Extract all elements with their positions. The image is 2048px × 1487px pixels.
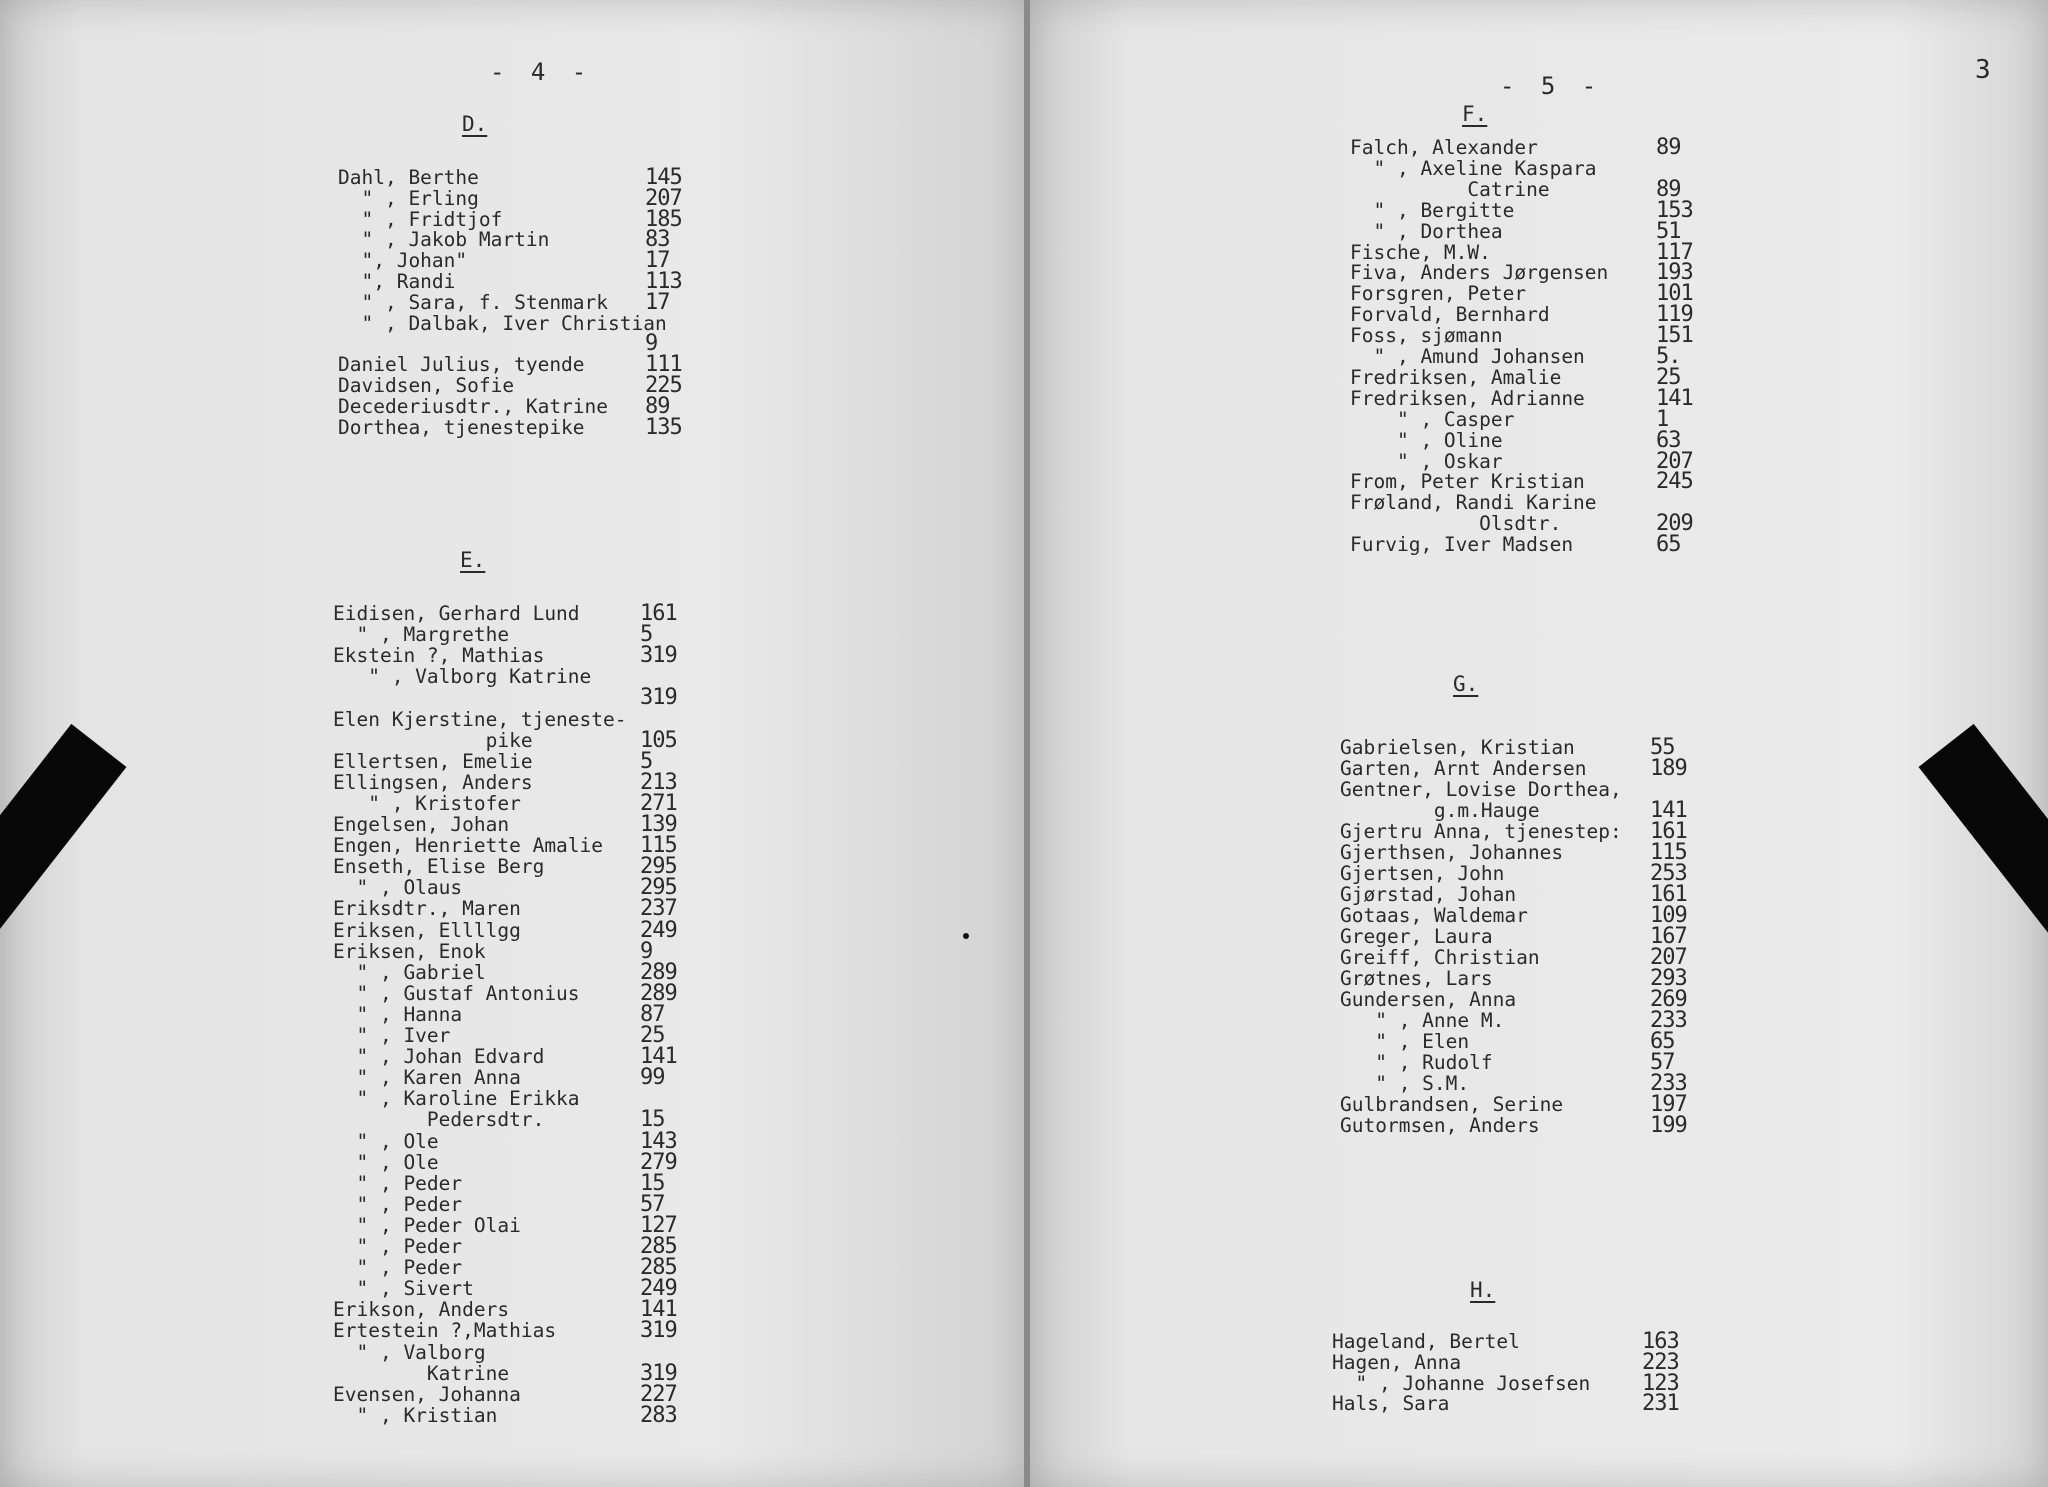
index-entry-name: Decederiusdtr., Katrine — [338, 394, 609, 418]
index-entry-page: 25 — [1656, 364, 1681, 390]
index-entry-name: " , Hanna — [333, 1002, 463, 1026]
index-entry-name: " , Bergitte — [1350, 198, 1515, 222]
index-entry-page: 105 — [640, 727, 677, 753]
index-entry-name: " , Casper — [1350, 407, 1515, 431]
index-entry-name: pike — [333, 728, 533, 752]
index-entry-name: " , Dalbak, Iver Christian — [338, 311, 667, 335]
index-entry-page: 285 — [640, 1234, 677, 1259]
page-number-left: - 4 - — [490, 58, 593, 86]
index-entry-name: Gjertru Anna, tjenestep: — [1340, 820, 1622, 843]
index-entry-page: 209 — [1656, 511, 1693, 537]
index-entry-page: 25 — [640, 1023, 665, 1048]
index-entry-name: " , Karen Anna — [333, 1066, 521, 1090]
index-entry-name: Evensen, Johanna — [333, 1382, 521, 1406]
section-letter-d: D. — [462, 112, 488, 136]
index-entry-name: From, Peter Kristian — [1350, 470, 1585, 494]
index-entry-name: Elen Kjerstine, tjeneste- — [333, 707, 627, 731]
index-entry-page: 9 — [640, 938, 653, 964]
index-entry-page: 161 — [1650, 882, 1687, 907]
index-entry-page: 295 — [640, 875, 677, 901]
index-entry-name: " , Axeline Kaspara — [1350, 156, 1597, 180]
index-entry-page: 223 — [1642, 1349, 1679, 1375]
index-entry-page: 135 — [645, 414, 682, 440]
index-entry-page: 197 — [1650, 1092, 1687, 1117]
index-entry-name: Dorthea, tjenestepike — [338, 415, 585, 439]
index-entry-name: Engelsen, Johan — [333, 813, 510, 836]
index-entry-name: ", Johan" — [338, 249, 468, 273]
index-entry-page: 283 — [640, 1402, 677, 1428]
index-entry-page: 1 — [1656, 406, 1669, 432]
index-entry-page: 141 — [640, 1044, 677, 1070]
index-entry-page: 99 — [640, 1065, 665, 1091]
index-entry-page: 319 — [640, 643, 677, 669]
index-entry-name: " , Amund Johansen — [1350, 345, 1585, 368]
index-entry-page: 119 — [1656, 302, 1693, 328]
index-entry-page: 271 — [640, 790, 677, 816]
index-entry-name: Daniel Julius, tyende — [338, 353, 585, 377]
ink-dot — [963, 933, 969, 939]
index-entry-page: 115 — [1650, 840, 1687, 865]
index-entry-name: Grøtnes, Lars — [1340, 967, 1493, 990]
index-entry-page: 227 — [640, 1381, 677, 1407]
page-number-right: - 5 - — [1500, 72, 1603, 100]
index-entry-page: 225 — [645, 373, 682, 398]
index-entry-name: Fische, M.W. — [1350, 240, 1491, 264]
index-entry-name: Eriksen, Enok — [333, 939, 486, 963]
index-entry-name: " , Jakob Martin — [338, 228, 550, 252]
index-entry-name: Eriksen, Ellllgg — [333, 918, 521, 942]
index-entry-name: Dahl, Berthe — [338, 166, 479, 189]
index-entry-name: Ellingsen, Anders — [333, 770, 533, 794]
index-entry-page: 127 — [640, 1212, 677, 1238]
index-entry-page: 295 — [640, 854, 677, 880]
index-entry-name: Engen, Henriette Amalie — [333, 834, 604, 858]
index-entry-page: 143 — [640, 1128, 677, 1154]
index-entry-page: 293 — [1650, 966, 1687, 991]
index-entry-page: 161 — [640, 601, 677, 626]
index-entry-name: " , Olaus — [333, 876, 463, 900]
index-entry-name: Ertestein ?,Mathias — [333, 1319, 557, 1343]
index-entry-name: Gjertsen, John — [1340, 862, 1505, 885]
index-entry-name: " , Ole — [333, 1129, 439, 1153]
index-entry-name: Enseth, Elise Berg — [333, 855, 545, 879]
index-entry-name: Gabrielsen, Kristian — [1340, 736, 1575, 759]
index-entry-page: 249 — [640, 917, 677, 943]
index-entry-name: " , Johan Edvard — [333, 1045, 545, 1069]
index-entry-name: " , Peder — [333, 1256, 463, 1280]
index-entry-name: Hals, Sara — [1332, 1392, 1450, 1416]
index-entry-page: 145 — [645, 165, 682, 190]
index-entry-page: 5 — [640, 622, 653, 648]
index-entry-name: Garten, Arnt Andersen — [1340, 757, 1587, 780]
index-entry-name: " , Peder Olai — [333, 1213, 521, 1237]
index-entry-name: Olsdtr. — [1350, 512, 1562, 536]
index-entry-page: 65 — [1656, 532, 1681, 558]
index-entry-page: 233 — [1650, 1071, 1687, 1096]
index-entry-name: " , Gustaf Antonius — [333, 981, 580, 1005]
index-entry-name: Frøland, Randi Karine — [1350, 491, 1597, 515]
index-entry-page: 109 — [1650, 903, 1687, 928]
index-entry-page: 207 — [1650, 945, 1687, 970]
index-entry-name: Hageland, Bertel — [1332, 1330, 1520, 1353]
index-entry-page: 319 — [640, 1318, 677, 1344]
section-letter-h: H. — [1470, 1278, 1496, 1302]
index-entry-name: ", Randi — [338, 270, 456, 293]
index-entry-name: Pedersdtr. — [333, 1108, 545, 1132]
index-entry-name: Greger, Laura — [1340, 925, 1493, 948]
index-entry-page: 63 — [1656, 427, 1681, 453]
index-entry-page: 151 — [1656, 323, 1693, 349]
index-entry-page: 199 — [1650, 1113, 1687, 1138]
index-entry-name: " , Erling — [338, 186, 479, 210]
index-entry-page: 89 — [1656, 176, 1681, 202]
index-entry-name: Furvig, Iver Madsen — [1350, 533, 1574, 557]
index-entry-name: Greiff, Christian — [1340, 946, 1540, 969]
index-entry-name: " , Peder — [333, 1192, 463, 1216]
index-entry-name: Ellertsen, Emelie — [333, 749, 533, 773]
index-entry-name: Gutormsen, Anders — [1340, 1114, 1540, 1137]
index-entry-page: 161 — [1650, 819, 1687, 844]
index-entry-name: " , Fridtjof — [338, 207, 503, 231]
index-entry-page: 249 — [640, 1276, 677, 1302]
index-list-right — [1030, 0, 2048, 1487]
index-entry-name: " , Karoline Erikka — [333, 1087, 580, 1111]
index-entry-name: " , Kristian — [333, 1403, 498, 1427]
index-entry-page: 289 — [640, 980, 677, 1006]
index-entry-page: 185 — [645, 206, 682, 232]
index-entry-page: 285 — [640, 1255, 677, 1281]
index-entry-page: 167 — [1650, 924, 1687, 949]
index-entry-page: 5. — [1656, 344, 1681, 369]
index-entry-page: 231 — [1642, 1391, 1679, 1417]
index-entry-name: Forvald, Bernhard — [1350, 303, 1550, 327]
index-entry-page: 57 — [1650, 1050, 1675, 1075]
index-entry-name: " , Iver — [333, 1024, 451, 1047]
index-entry-name: " , Valborg — [333, 1340, 486, 1364]
section-letter-g: G. — [1453, 672, 1479, 696]
index-entry-page: 55 — [1650, 735, 1675, 760]
index-entry-name: " , Kristofer — [333, 791, 521, 815]
index-entry-name: " , S.M. — [1340, 1072, 1470, 1095]
index-entry-name: Gundersen, Anna — [1340, 988, 1517, 1011]
index-entry-name: " , Gabriel — [333, 960, 486, 984]
index-entry-page: 51 — [1656, 218, 1681, 244]
index-entry-name: Gulbrandsen, Serine — [1340, 1093, 1564, 1116]
index-entry-name: Foss, sjømann — [1350, 324, 1503, 348]
index-entry-name: Erikson, Anders — [333, 1298, 510, 1322]
index-entry-name: Falch, Alexander — [1350, 136, 1538, 159]
index-entry-page: 207 — [1656, 448, 1693, 474]
index-entry-page: 17 — [645, 248, 670, 274]
section-letter-e: E. — [460, 548, 486, 572]
index-entry-name: " , Peder — [333, 1235, 463, 1258]
index-entry-name: Fredriksen, Amalie — [1350, 365, 1562, 389]
index-entry-page: 139 — [640, 812, 677, 837]
index-entry-name: " , Margrethe — [333, 623, 510, 647]
index-entry-name: " , Oline — [1350, 428, 1503, 452]
index-entry-page: 233 — [1650, 1008, 1687, 1033]
index-entry-page: 289 — [640, 959, 677, 985]
index-entry-page: 207 — [645, 185, 682, 211]
index-entry-page: 193 — [1656, 260, 1693, 286]
index-entry-name: Fiva, Anders Jørgensen — [1350, 261, 1609, 285]
index-entry-name: Gjerthsen, Johannes — [1340, 841, 1564, 864]
index-entry-page: 9 — [645, 331, 658, 357]
index-entry-page: 153 — [1656, 197, 1693, 223]
index-entry-page: 5 — [640, 748, 653, 774]
index-entry-page: 279 — [640, 1149, 677, 1175]
index-entry-name: Forsgren, Peter — [1350, 282, 1527, 306]
index-entry-name: " , Johanne Josefsen — [1332, 1371, 1591, 1395]
index-entry-page: 141 — [1650, 798, 1687, 823]
index-entry-name: g.m.Hauge — [1340, 799, 1540, 822]
index-entry-page: 245 — [1656, 469, 1693, 495]
index-entry-name: " , Peder — [333, 1171, 463, 1195]
index-entry-page: 65 — [1650, 1029, 1675, 1054]
index-entry-page: 141 — [1656, 385, 1693, 411]
index-entry-page: 101 — [1656, 281, 1693, 307]
index-entry-name: " , Valborg Katrine — [333, 665, 592, 689]
index-entry-name: Gjørstad, Johan — [1340, 883, 1517, 906]
index-entry-name: " , Ole — [333, 1150, 439, 1174]
section-letter-f: F. — [1462, 102, 1488, 126]
index-entry-page: 141 — [640, 1297, 677, 1323]
index-entry-name: " , Rudolf — [1340, 1051, 1493, 1074]
index-entry-name: " , Dorthea — [1350, 219, 1503, 243]
index-entry-name: " , Elen — [1340, 1030, 1470, 1053]
index-entry-page: 111 — [645, 352, 682, 378]
index-entry-name: Eriksdtr., Maren — [333, 897, 521, 921]
index-entry-name: Davidsen, Sofie — [338, 374, 515, 397]
index-entry-page: 15 — [640, 1170, 665, 1196]
index-entry-name: " , Oskar — [1350, 449, 1503, 473]
index-entry-page: 89 — [1656, 135, 1681, 160]
index-entry-name: Hagen, Anna — [1332, 1350, 1462, 1374]
index-entry-page: 269 — [1650, 987, 1687, 1012]
index-entry-name: " , Sivert — [333, 1277, 474, 1301]
index-entry-name: Fredriksen, Adrianne — [1350, 386, 1585, 410]
index-entry-name: Gotaas, Waldemar — [1340, 904, 1528, 927]
index-entry-page: 253 — [1650, 861, 1687, 886]
index-entry-page: 15 — [640, 1107, 665, 1133]
index-entry-page: 113 — [645, 269, 682, 294]
index-entry-page: 89 — [645, 393, 670, 419]
corner-page-mark: 3 — [1975, 55, 1991, 85]
index-entry-page: 237 — [640, 896, 677, 922]
index-entry-page: 319 — [640, 685, 677, 711]
index-entry-page: 17 — [645, 289, 670, 315]
index-entry-page: 115 — [640, 833, 677, 859]
index-entry-name: " , Sara, f. Stenmark — [338, 290, 609, 314]
index-entry-page: 87 — [640, 1001, 665, 1027]
index-entry-name: Katrine — [333, 1361, 510, 1385]
index-entry-name: " , Anne M. — [1340, 1009, 1505, 1032]
index-entry-page: 319 — [640, 1360, 677, 1386]
index-entry-page: 189 — [1650, 756, 1687, 781]
index-entry-page: 57 — [640, 1191, 665, 1217]
index-entry-page: 163 — [1642, 1329, 1679, 1354]
index-entry-name: Catrine — [1350, 177, 1550, 201]
index-entry-name: Eidisen, Gerhard Lund — [333, 602, 580, 625]
index-entry-name: Ekstein ?, Mathias — [333, 644, 545, 668]
index-entry-name: Gentner, Lovise Dorthea, — [1340, 778, 1622, 801]
index-entry-page: 83 — [645, 227, 670, 253]
index-entry-page: 213 — [640, 769, 677, 795]
index-entry-page: 117 — [1656, 239, 1693, 265]
index-entry-page: 123 — [1642, 1370, 1679, 1396]
right-page — [1030, 0, 2048, 1487]
